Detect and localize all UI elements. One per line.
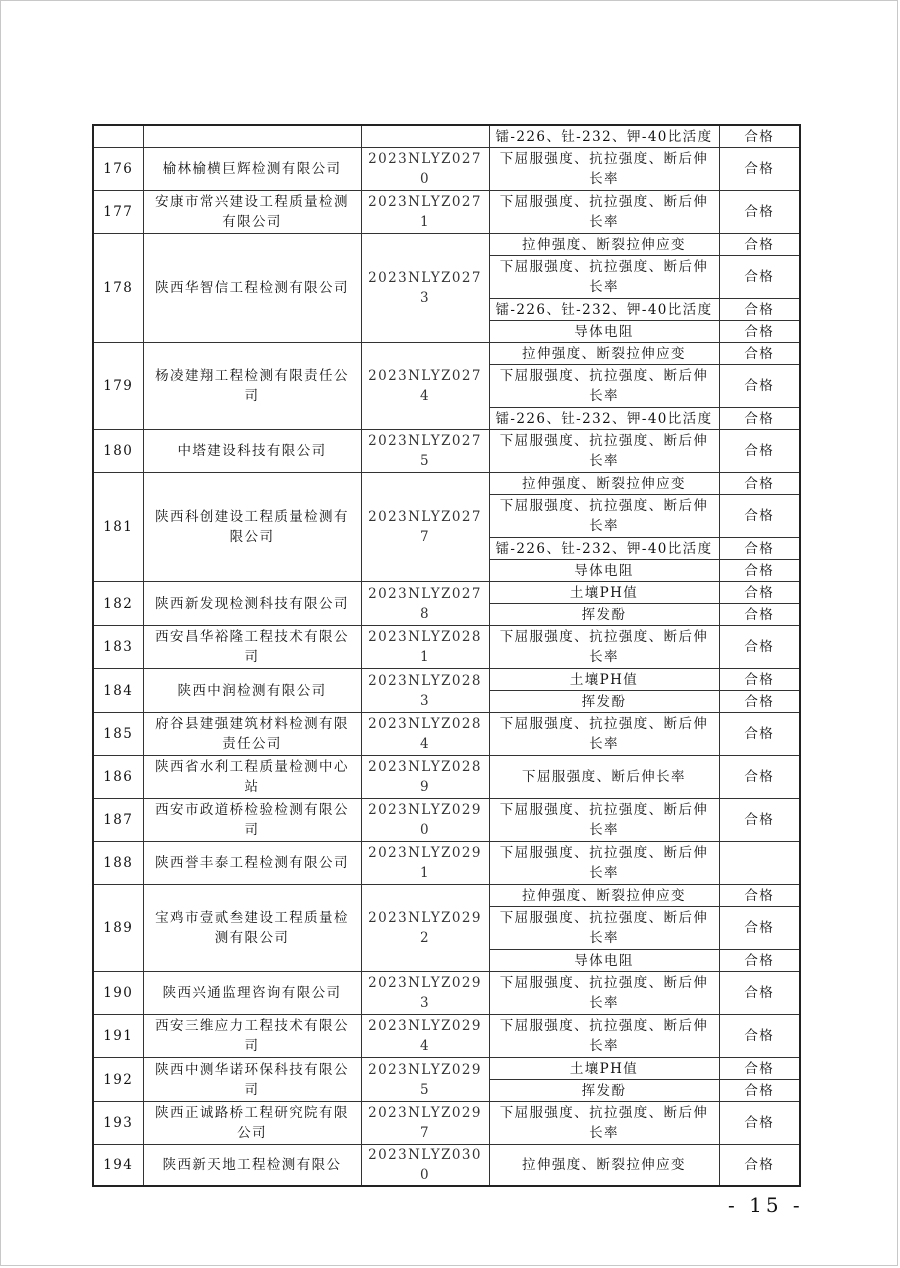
result-cell: 合格 bbox=[719, 430, 800, 473]
table-row bbox=[93, 148, 800, 191]
test-item-cell: 挥发酚 bbox=[489, 1080, 719, 1102]
organization-cell: 中塔建设科技有限公司 bbox=[143, 430, 361, 473]
organization-cell: 陕西中润检测有限公司 bbox=[143, 669, 361, 713]
result-cell: 合格 bbox=[719, 321, 800, 343]
test-item-cell: 下屈服强度、抗拉强度、断后伸长率 bbox=[489, 430, 719, 473]
table-row bbox=[93, 972, 800, 1015]
test-item-cell: 下屈服强度、抗拉强度、断后伸长率 bbox=[489, 799, 719, 842]
organization-cell: 西安市政道桥检验检测有限公司 bbox=[143, 799, 361, 842]
test-item-cell: 下屈服强度、抗拉强度、断后伸长率 bbox=[489, 365, 719, 408]
row-number-cell: 181 bbox=[93, 473, 143, 582]
result-cell: 合格 bbox=[719, 1058, 800, 1080]
test-item-cell: 导体电阻 bbox=[489, 560, 719, 582]
result-cell: 合格 bbox=[719, 626, 800, 669]
result-cell: 合格 bbox=[719, 799, 800, 842]
sample-code-cell: 2023NLYZ0271 bbox=[361, 191, 489, 234]
test-item-cell: 下屈服强度、抗拉强度、断后伸长率 bbox=[489, 1015, 719, 1058]
result-cell: 合格 bbox=[719, 365, 800, 408]
sample-code-cell: 2023NLYZ0274 bbox=[361, 343, 489, 430]
sample-code-cell: 2023NLYZ0283 bbox=[361, 669, 489, 713]
organization-cell: 陕西省水利工程质量检测中心站 bbox=[143, 756, 361, 799]
organization-cell: 宝鸡市壹贰叁建设工程质量检测有限公司 bbox=[143, 885, 361, 972]
table-row bbox=[93, 1015, 800, 1058]
table-row bbox=[93, 669, 800, 691]
row-number-cell: 185 bbox=[93, 713, 143, 756]
test-item-cell: 拉伸强度、断裂拉伸应变 bbox=[489, 234, 719, 256]
sample-code-cell: 2023NLYZ0281 bbox=[361, 626, 489, 669]
test-item-cell: 导体电阻 bbox=[489, 950, 719, 972]
result-cell: 合格 bbox=[719, 343, 800, 365]
organization-cell: 陕西兴通监理咨询有限公司 bbox=[143, 972, 361, 1015]
result-cell: 合格 bbox=[719, 885, 800, 907]
result-cell: 合格 bbox=[719, 560, 800, 582]
table-row bbox=[93, 191, 800, 234]
organization-cell: 陕西科创建设工程质量检测有限公司 bbox=[143, 473, 361, 582]
result-cell: 合格 bbox=[719, 950, 800, 972]
sample-code-cell: 2023NLYZ0292 bbox=[361, 885, 489, 972]
organization-cell: 榆林榆横巨辉检测有限公司 bbox=[143, 148, 361, 191]
test-item-cell: 下屈服强度、抗拉强度、断后伸长率 bbox=[489, 191, 719, 234]
result-cell: 合格 bbox=[719, 1102, 800, 1145]
table-row bbox=[93, 430, 800, 473]
result-cell: 合格 bbox=[719, 495, 800, 538]
result-cell: 合格 bbox=[719, 1080, 800, 1102]
row-number-cell: 190 bbox=[93, 972, 143, 1015]
test-item-cell: 下屈服强度、抗拉强度、断后伸长率 bbox=[489, 972, 719, 1015]
organization-cell: 安康市常兴建设工程质量检测有限公司 bbox=[143, 191, 361, 234]
row-number-cell: 178 bbox=[93, 234, 143, 343]
organization-cell: 陕西新天地工程检测有限公 bbox=[143, 1145, 361, 1187]
test-item-cell: 拉伸强度、断裂拉伸应变 bbox=[489, 885, 719, 907]
result-cell: 合格 bbox=[719, 691, 800, 713]
table-row bbox=[93, 125, 800, 148]
organization-cell: 府谷县建强建筑材料检测有限责任公司 bbox=[143, 713, 361, 756]
organization-cell: 杨凌建翔工程检测有限责任公司 bbox=[143, 343, 361, 430]
table-row bbox=[93, 234, 800, 256]
row-number-cell bbox=[93, 125, 143, 148]
organization-cell: 陕西誉丰泰工程检测有限公司 bbox=[143, 842, 361, 885]
test-item-cell: 镭-226、钍-232、钾-40比活度 bbox=[489, 125, 719, 148]
row-number-cell: 177 bbox=[93, 191, 143, 234]
organization-cell: 陕西中测华诺环保科技有限公司 bbox=[143, 1058, 361, 1102]
test-item-cell: 下屈服强度、抗拉强度、断后伸长率 bbox=[489, 713, 719, 756]
table-row bbox=[93, 1145, 800, 1187]
table-row bbox=[93, 713, 800, 756]
row-number-cell: 191 bbox=[93, 1015, 143, 1058]
table-row bbox=[93, 756, 800, 799]
table-row bbox=[93, 582, 800, 604]
test-item-cell: 下屈服强度、抗拉强度、断后伸长率 bbox=[489, 626, 719, 669]
table-row bbox=[93, 1058, 800, 1080]
result-cell: 合格 bbox=[719, 1145, 800, 1187]
organization-cell: 陕西华智信工程检测有限公司 bbox=[143, 234, 361, 343]
result-cell: 合格 bbox=[719, 972, 800, 1015]
test-item-cell: 下屈服强度、抗拉强度、断后伸长率 bbox=[489, 907, 719, 950]
table-row bbox=[93, 885, 800, 907]
result-cell: 合格 bbox=[719, 756, 800, 799]
sample-code-cell: 2023NLYZ0291 bbox=[361, 842, 489, 885]
table-row bbox=[93, 799, 800, 842]
test-item-cell: 土壤PH值 bbox=[489, 1058, 719, 1080]
result-cell: 合格 bbox=[719, 191, 800, 234]
table-row bbox=[93, 842, 800, 885]
result-cell: 合格 bbox=[719, 1015, 800, 1058]
test-item-cell: 挥发酚 bbox=[489, 604, 719, 626]
result-cell: 合格 bbox=[719, 256, 800, 299]
row-number-cell: 179 bbox=[93, 343, 143, 430]
row-number-cell: 184 bbox=[93, 669, 143, 713]
sample-code-cell: 2023NLYZ0290 bbox=[361, 799, 489, 842]
row-number-cell: 188 bbox=[93, 842, 143, 885]
result-cell: 合格 bbox=[719, 582, 800, 604]
row-number-cell: 180 bbox=[93, 430, 143, 473]
result-cell: 合格 bbox=[719, 669, 800, 691]
sample-code-cell: 2023NLYZ0294 bbox=[361, 1015, 489, 1058]
test-item-cell: 镭-226、钍-232、钾-40比活度 bbox=[489, 408, 719, 430]
test-item-cell: 土壤PH值 bbox=[489, 582, 719, 604]
sample-code-cell: 2023NLYZ0295 bbox=[361, 1058, 489, 1102]
test-item-cell: 下屈服强度、抗拉强度、断后伸长率 bbox=[489, 256, 719, 299]
organization-cell bbox=[143, 125, 361, 148]
sample-code-cell: 2023NLYZ0275 bbox=[361, 430, 489, 473]
row-number-cell: 182 bbox=[93, 582, 143, 626]
result-cell: 合格 bbox=[719, 473, 800, 495]
test-item-cell: 镭-226、钍-232、钾-40比活度 bbox=[489, 299, 719, 321]
sample-code-cell: 2023NLYZ0278 bbox=[361, 582, 489, 626]
row-number-cell: 192 bbox=[93, 1058, 143, 1102]
row-number-cell: 194 bbox=[93, 1145, 143, 1187]
organization-cell: 陕西正诚路桥工程研究院有限公司 bbox=[143, 1102, 361, 1145]
result-cell: 合格 bbox=[719, 604, 800, 626]
test-item-cell: 下屈服强度、抗拉强度、断后伸长率 bbox=[489, 1102, 719, 1145]
row-number-cell: 187 bbox=[93, 799, 143, 842]
sample-code-cell: 2023NLYZ0289 bbox=[361, 756, 489, 799]
row-number-cell: 189 bbox=[93, 885, 143, 972]
result-cell: 合格 bbox=[719, 299, 800, 321]
test-item-cell: 拉伸强度、断裂拉伸应变 bbox=[489, 343, 719, 365]
row-number-cell: 176 bbox=[93, 148, 143, 191]
table-row bbox=[93, 1102, 800, 1145]
table-row bbox=[93, 626, 800, 669]
test-item-cell: 下屈服强度、抗拉强度、断后伸长率 bbox=[489, 842, 719, 885]
organization-cell: 西安昌华裕隆工程技术有限公司 bbox=[143, 626, 361, 669]
sample-code-cell: 2023NLYZ0297 bbox=[361, 1102, 489, 1145]
result-cell: 合格 bbox=[719, 408, 800, 430]
result-cell: 合格 bbox=[719, 125, 800, 148]
test-item-cell: 下屈服强度、抗拉强度、断后伸长率 bbox=[489, 495, 719, 538]
sample-code-cell: 2023NLYZ0277 bbox=[361, 473, 489, 582]
test-item-cell: 导体电阻 bbox=[489, 321, 719, 343]
page-number: - 15 - bbox=[728, 1193, 804, 1217]
results-table bbox=[92, 124, 801, 1187]
sample-code-cell bbox=[361, 125, 489, 148]
result-cell: 合格 bbox=[719, 713, 800, 756]
sample-code-cell: 2023NLYZ0284 bbox=[361, 713, 489, 756]
test-item-cell: 下屈服强度、断后伸长率 bbox=[489, 756, 719, 799]
result-cell: 合格 bbox=[719, 148, 800, 191]
organization-cell: 陕西新发现检测科技有限公司 bbox=[143, 582, 361, 626]
test-item-cell: 拉伸强度、断裂拉伸应变 bbox=[489, 473, 719, 495]
result-cell bbox=[719, 842, 800, 885]
row-number-cell: 183 bbox=[93, 626, 143, 669]
test-item-cell: 挥发酚 bbox=[489, 691, 719, 713]
row-number-cell: 186 bbox=[93, 756, 143, 799]
table-row bbox=[93, 343, 800, 365]
test-item-cell: 拉伸强度、断裂拉伸应变 bbox=[489, 1145, 719, 1187]
organization-cell: 西安三维应力工程技术有限公司 bbox=[143, 1015, 361, 1058]
table-row bbox=[93, 473, 800, 495]
test-item-cell: 下屈服强度、抗拉强度、断后伸长率 bbox=[489, 148, 719, 191]
sample-code-cell: 2023NLYZ0300 bbox=[361, 1145, 489, 1187]
row-number-cell: 193 bbox=[93, 1102, 143, 1145]
results-table-body bbox=[93, 125, 800, 1186]
test-item-cell: 土壤PH值 bbox=[489, 669, 719, 691]
sample-code-cell: 2023NLYZ0273 bbox=[361, 234, 489, 343]
sample-code-cell: 2023NLYZ0270 bbox=[361, 148, 489, 191]
test-item-cell: 镭-226、钍-232、钾-40比活度 bbox=[489, 538, 719, 560]
result-cell: 合格 bbox=[719, 538, 800, 560]
result-cell: 合格 bbox=[719, 234, 800, 256]
sample-code-cell: 2023NLYZ0293 bbox=[361, 972, 489, 1015]
result-cell: 合格 bbox=[719, 907, 800, 950]
